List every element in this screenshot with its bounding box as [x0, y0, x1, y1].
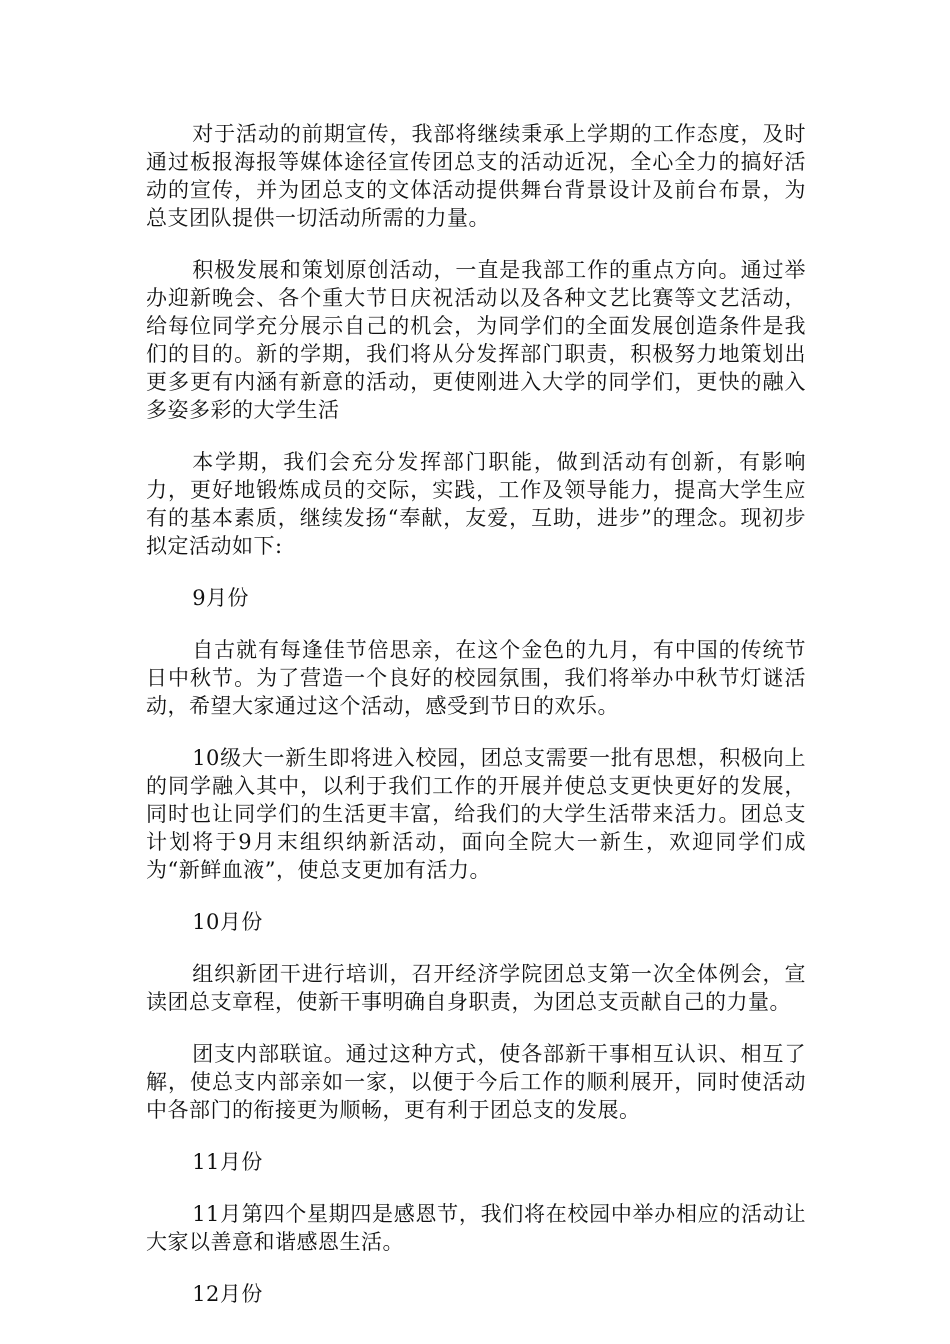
paragraph-recruitment: 10级大一新生即将进入校园，团总支需要一批有思想，积极向上的同学融入其中，以利于我们工作的开展并使总支更快更好的发展，同时也让同学们的生活更丰富，给我们的大学生活带来活力。团总支计划将于9月末组织纳新活动，面向全院大一新生，欢迎同学们成为“新鲜血液”，使总支更加有活力。: [146, 746, 806, 882]
paragraph-training: 组织新团干进行培训，召开经济学院团总支第一次全体例会，宣读团总支章程，使新干事明确自身职责，为团总支贡献自己的力量。: [146, 962, 806, 1014]
paragraph-original-activities: 积极发展和策划原创活动，一直是我部工作的重点方向。通过举办迎新晚会、各个重大节日庆祝活动以及各种文艺比赛等文艺活动，给每位同学充分展示自己的机会，为同学们的全面发展创造条件是我们的目的。新的学期，我们将从分发挥部门职责，积极努力地策划出更多更有内涵有新意的活动，更使刚进入大学的同学们，更快的融入多姿多彩的大学生活: [146, 258, 806, 422]
paragraph-publicity: 对于活动的前期宣传，我部将继续秉承上学期的工作态度，及时通过板报海报等媒体途径宣传团总支的活动近况，全心全力的搞好活动的宣传，并为团总支的文体活动提供舞台背景设计及前台布景，为总支团队提供一切活动所需的力量。: [146, 122, 806, 230]
paragraph-internal-social: 团支内部联谊。通过这种方式，使各部新干事相互认识、相互了解，使总支内部亲如一家，以便于今后工作的顺利展开，同时使活动中各部门的衔接更为顺畅，更有利于团总支的发展。: [146, 1042, 806, 1122]
month-heading-november: 11月份: [192, 1150, 263, 1174]
paragraph-thanksgiving: 11月第四个星期四是感恩节，我们将在校园中举办相应的活动让大家以善意和谐感恩生活。: [146, 1202, 806, 1254]
month-heading-december: 12月份: [192, 1282, 263, 1306]
month-heading-september: 9月份: [192, 586, 250, 610]
paragraph-mid-autumn: 自古就有每逢佳节倍思亲，在这个金色的九月，有中国的传统节日中秋节。为了营造一个良好的校园氛围，我们将举办中秋节灯谜活动，希望大家通过这个活动，感受到节日的欢乐。: [146, 638, 806, 718]
document-body: [146, 120, 806, 1332]
month-heading-october: 10月份: [192, 910, 263, 934]
paragraph-semester-plan: 本学期，我们会充分发挥部门职能，做到活动有创新，有影响力，更好地锻炼成员的交际，实践，工作及领导能力，提高大学生应有的基本素质，继续发扬“奉献，友爱，互助，进步”的理念。现初步拟定活动如下:: [146, 450, 806, 558]
